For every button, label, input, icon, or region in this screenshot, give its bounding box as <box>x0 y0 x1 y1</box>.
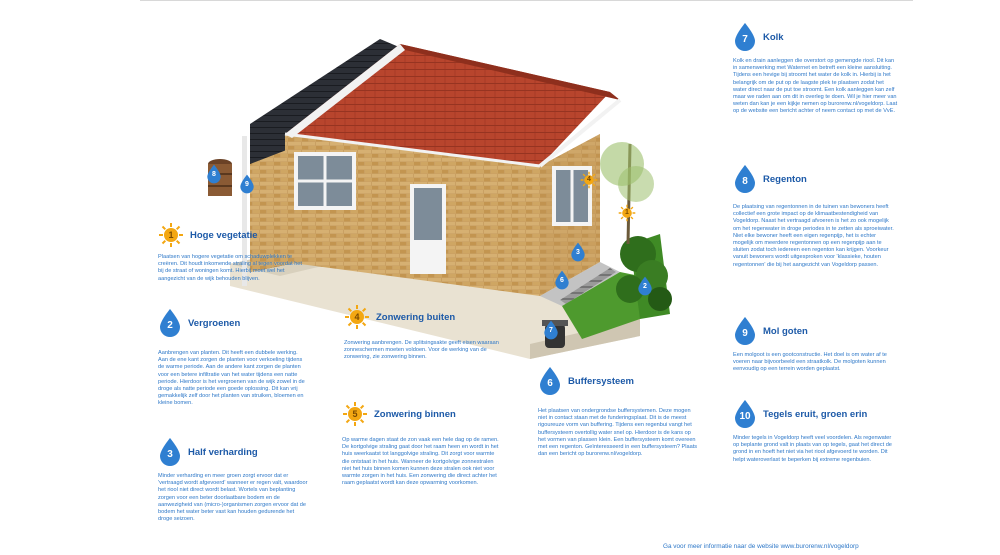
scene-marker-2[interactable] <box>637 276 653 301</box>
item-description: Plaatsen van hogere vegetatie om schaduwplekken te creëren. Dit houdt inkomende straling al tegen voordat het bij de straat of woningen komt. Hierbij moet wel het aangezicht van de wijk behouden blijven. <box>158 254 302 282</box>
item-half-verharding <box>158 437 308 523</box>
water-drop-icon <box>733 399 757 429</box>
item-title: Half verharding <box>188 446 258 458</box>
sun-icon <box>342 401 368 427</box>
item-description: Minder verharding en meer groen zorgt ervoor dat er 'vertraagd wordt afgevoerd' wanneer er regen valt, waardoor het riool niet direct wordt belast. Wortels van beplanting zorgen voor een beter doorlaatbare bodem en de aanwezigheid van (micro-)organismen zorgen ervoor dat de bodem het water beter vast kan houden gedurende het droge seizoen. <box>158 473 308 523</box>
item-number: 5 <box>352 409 358 419</box>
item-description: Kolk en drain aanleggen die overstort op gemengde riool. Dit kan in samenwerking met Waternet en betreft een kleine aansluiting. Tijdens een hevige bij stroomt het water de kolk in. Hierbij is het belangrijk om de put op de laagste plek te plaatsen zodat het water direct naar de put toe stroomt. Een kolk aanleggen kan zelf maar we raden aan om dit in overleg te doen. Wil je hier meer van weten dan kan je een kijkje nemen op burorenw.nl/vogeldorp. Laat op de website een bericht achter of neem contact op met de VvE. <box>733 58 898 115</box>
water-drop-icon <box>538 366 562 396</box>
item-title: Zonwering binnen <box>374 408 456 420</box>
scene-marker-8[interactable] <box>206 164 222 189</box>
item-number: 9 <box>742 328 748 339</box>
scene-marker-6-number: 6 <box>560 277 564 284</box>
top-divider <box>140 0 913 1</box>
item-hoge-vegetatie <box>158 222 308 283</box>
footer-website-link[interactable]: Ga voor meer informatie naar de website www.burorenw.nl/vogeldorp <box>663 543 859 550</box>
item-title: Tegels eruit, groen erin <box>763 408 868 420</box>
scene-marker-1[interactable] <box>618 204 636 227</box>
item-mol-goten <box>733 316 898 374</box>
scene-marker-3[interactable] <box>570 242 586 267</box>
water-drop-icon <box>733 164 757 194</box>
scene-marker-7[interactable] <box>543 320 559 345</box>
water-drop-icon <box>158 437 182 467</box>
item-title: Buffersysteem <box>568 375 634 387</box>
item-title: Kolk <box>763 31 784 43</box>
sun-icon <box>344 304 370 330</box>
item-title: Hoge vegetatie <box>190 229 258 241</box>
item-number: 2 <box>167 320 173 331</box>
item-kolk <box>733 22 898 116</box>
item-description: Een molgoot is een gootconstructie. Het doel is om water af te voeren naar bijvoorbeeld een straatkolk. De molgoten kunnen eenvoudig op een terrein worden geplaatst. <box>733 352 887 373</box>
water-drop-icon <box>158 308 182 338</box>
scene-marker-7-number: 7 <box>549 327 553 334</box>
item-description: Zonwering aanbrengen. De splitsingsakte geeft eisen waaraan zonneschermen moeten voldoen. Voor de werking van de zonwering, zie zonwering binnen. <box>344 340 499 361</box>
item-title: Vergroenen <box>188 317 241 329</box>
scene-marker-3-number: 3 <box>576 249 580 256</box>
item-zonwering-buiten <box>344 304 504 362</box>
item-number: 1 <box>168 230 174 240</box>
item-title: Mol goten <box>763 325 808 337</box>
item-description: Aanbrengen van planten. Dit heeft een dubbele werking. Aan de ene kant zorgen de planten voor verkoeling tijdens de warme periode. Aan de andere kant zorgen de planten voor een betere infiltratie van het water tijdens een natte periode. Hierdoor is het vergroenen van de wijk zowel in de droge als natte periode een goede oplossing. Dit kan vrij gemakkelijk zelf door het planten van struiken, bloemen en kleine bomen. <box>158 350 305 407</box>
item-title: Regenton <box>763 173 807 185</box>
scene-marker-4[interactable] <box>580 171 598 194</box>
item-number: 7 <box>742 34 748 45</box>
item-number: 3 <box>167 449 173 460</box>
item-zonwering-binnen <box>342 401 502 487</box>
item-title: Zonwering buiten <box>376 311 456 323</box>
sun-icon <box>158 222 184 248</box>
item-vergroenen <box>158 308 308 408</box>
item-description: Op warme dagen staat de zon vaak een hele dag op de ramen. De kortgolvige straling gaat door het raam heen en wordt in het huis weerkaatst tot langgolvige straling. Dit zorgt voor warmte die ontstaat in het huis. Wanneer de kortgolvige zonnestralen niet het huis binnen komen kunnen deze stralen ook niet voor warmte zorgen in het huis. Een zonwering die direct achter het raam geplaatst wordt kan deze opwarming voorkomen. <box>342 437 499 487</box>
water-drop-icon <box>733 22 757 52</box>
item-description: De plaatsing van regentonnen in de tuinen van bewoners heeft collectief een grote impact op de klimaatbestendigheid van Vogeldorp. Naast het vertraagd afvoeren is het zo ook mogelijk om het regenwater in droge periodes in te zetten als sproeiwater. Niet elke bewoner heeft een eigen regenpijp, het is echter mogelijk om meerdere regentonnen op een regenpijp aan te sluiten zodat toch iedereen een regenton kan krijgen. Voorkeur vanuit bewoners wordt uitgesproken voor 'klassieke, houten regentonnen' die bij het aangezicht van Vogeldorp passen. <box>733 204 894 268</box>
item-description: Het plaatsen van ondergrondse buffersystemen. Deze mogen niet in contact staan met de funderingsplaat. Dit is de meest rigoureuze vorm van buffering. Tijdens een regenbui vangt het buffersysteem overtollig water snel op. Hierdoor is de kans op het vormen van plassen klein. Een buffersysteem komt overeen met een regenton. Geïnteresseerd in een buffersysteem? Plaats dan een bericht op burorenw.nl/vogeldorp. <box>538 408 698 458</box>
item-tegels-eruit <box>733 399 898 464</box>
item-number: 10 <box>739 411 751 422</box>
scene-marker-2-number: 2 <box>643 283 647 290</box>
scene-marker-9-number: 9 <box>245 181 249 188</box>
item-number: 6 <box>547 378 553 389</box>
scene-marker-1-number: 1 <box>625 209 629 216</box>
item-description: Minder tegels in Vogeldorp heeft veel voordelen. Als regenwater op beplante grond valt in plaats van op tegels, gaat het direct de grond in en hoeft het niet via het riool afgevoerd te worden. Dit helpt wateroverlast te beperken bij extreme regenbuien. <box>733 435 892 463</box>
item-number: 4 <box>354 312 360 322</box>
item-number: 8 <box>742 176 748 187</box>
scene-marker-6[interactable] <box>554 270 570 295</box>
scene-marker-8-number: 8 <box>212 171 216 178</box>
scene-marker-4-number: 4 <box>587 176 591 183</box>
item-regenton <box>733 164 898 269</box>
scene-marker-9[interactable] <box>239 174 255 199</box>
water-drop-icon <box>733 316 757 346</box>
item-buffersysteem <box>538 366 698 458</box>
